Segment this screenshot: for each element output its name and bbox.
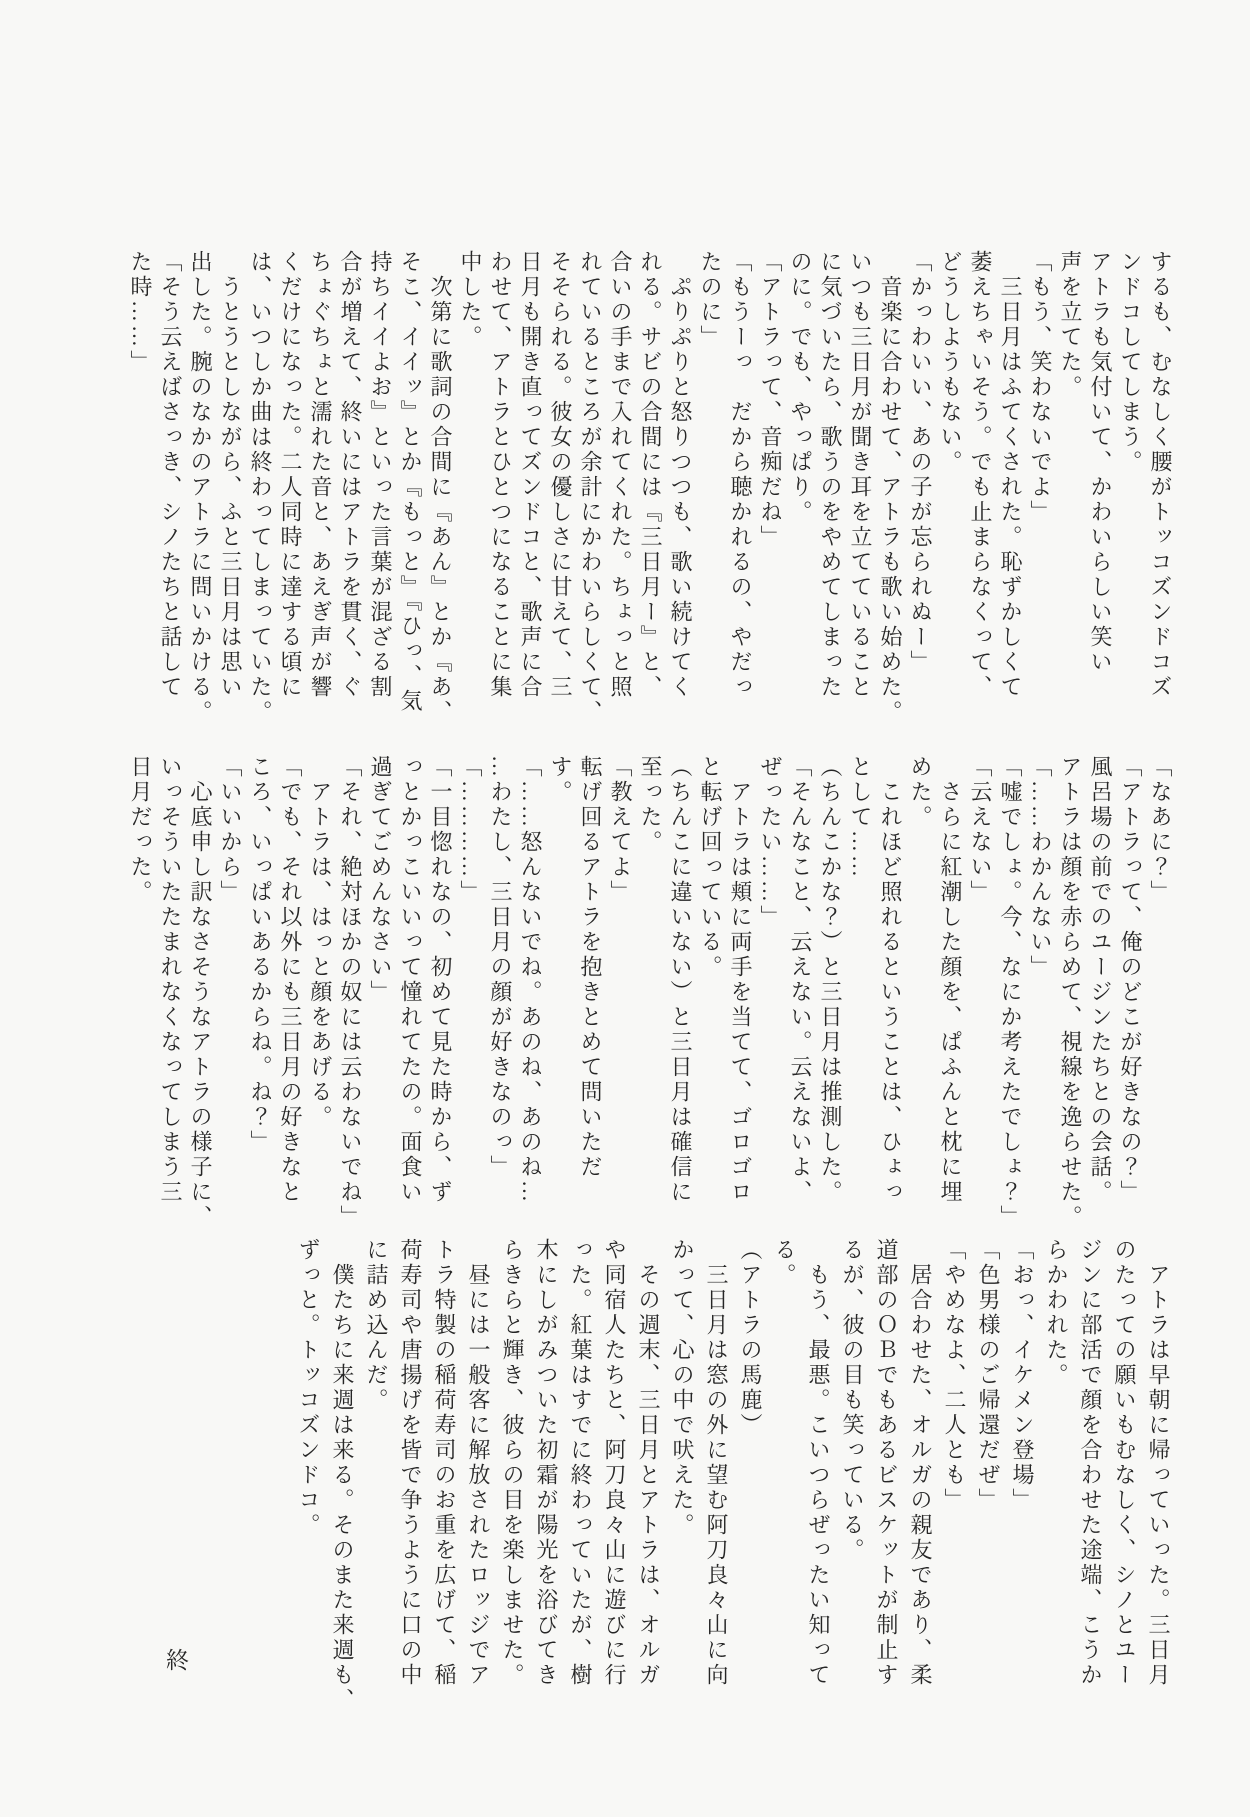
text-column: ジンに部活で顔を合わせた途端、こうか (1078, 1238, 1103, 1688)
text-column: っとかっこいいって憧れてたの。面食い (398, 755, 423, 1205)
text-column: トラ特製の稲荷寿司のお重を広げて、稲 (432, 1238, 457, 1688)
text-column: 昼には一般客に解放されたロッジでア (466, 1238, 491, 1688)
text-column: するも、むなしく腰がトッコズンドコズ (1148, 250, 1173, 700)
text-column: 「云えない」 (968, 755, 993, 905)
text-column: 日月も開き直ってズンドコと、歌声に合 (518, 250, 543, 700)
text-column: これほど照れるということは、ひょっ (878, 755, 903, 1205)
text-column: 音楽に合わせて、アトラも歌い始めた。 (878, 250, 903, 725)
text-column: 至った。 (638, 755, 663, 855)
text-block-song-night (125, 250, 1175, 755)
text-column: たのに」 (698, 250, 723, 350)
text-column: 「嘘でしょ。今、なにか考えたでしょ？」 (998, 755, 1023, 1230)
text-column: そそられる。彼女の優しさに甘えて、三 (548, 250, 573, 700)
text-column: らかわれた。 (1044, 1238, 1069, 1388)
text-column: 「……怒んないでね。あのね、あのね… (518, 755, 543, 1205)
text-column: 「一目惚れなの、初めて見た時から、ず (428, 755, 453, 1205)
text-column: れる。サビの合間には『三日月ー』と、 (638, 250, 663, 700)
text-column: （ちんこかな？）と三日月は推測した。 (818, 755, 843, 1205)
text-column: 「もう、笑わないでよ」 (1028, 250, 1053, 525)
text-column: に気づいたら、歌うのをやめてしまった (818, 250, 843, 700)
text-column: 心底申し訳なさそうなアトラの様子に、 (188, 755, 213, 1230)
text-column: た時……」 (128, 250, 153, 375)
text-column: 日月だった。 (128, 755, 153, 905)
text-column: わせて、アトラとひとつになることに集 (488, 250, 513, 700)
text-column: ちょぐちょと濡れた音と、あえぎ声が響 (308, 250, 333, 700)
text-column: 「…………」 (458, 755, 483, 905)
text-column: 出した。腕のなかのアトラに問いかける。 (188, 250, 213, 725)
text-column: アトラは早朝に帰っていった。三日月 (1146, 1238, 1171, 1688)
text-column: どうしようもない。 (938, 250, 963, 475)
text-column: 三日月はふてくされた。恥ずかしくて (998, 250, 1023, 700)
text-column: 「でも、それ以外にも三日月の好きなと (278, 755, 303, 1205)
text-column: 荷寿司や唐揚げを皆で争うように口の中 (398, 1238, 423, 1688)
text-column: 「やめなよ、二人とも」 (942, 1238, 967, 1513)
text-column: に詰め込んだ。 (364, 1238, 389, 1413)
text-column: 風呂場の前でのユージンたちとの会話。 (1088, 755, 1113, 1205)
text-block-confession (125, 755, 1175, 1260)
text-column: 「かっわいい、あの子が忘られぬー」 (908, 250, 933, 675)
text-column: 「……わかんない」 (1028, 755, 1053, 980)
text-column: 「いいから」 (218, 755, 243, 905)
text-column: 転げ回るアトラを抱きとめて問いただ (578, 755, 603, 1180)
text-column: 過ぎてごめんなさい」 (368, 755, 393, 1005)
text-column: った。紅葉はすでに終わっていたが、樹 (568, 1238, 593, 1688)
text-column: る。 (772, 1238, 797, 1288)
text-column: アトラは顔を赤らめて、視線を逸らせた。 (1058, 755, 1083, 1230)
text-column: 「アトラって、俺のどこが好きなの？」 (1118, 755, 1143, 1205)
text-column: 中した。 (458, 250, 483, 350)
text-column: 合いの手まで入れてくれた。ちょっと照 (608, 250, 633, 700)
text-column: いっそういたたまれなくなってしまう三 (158, 755, 183, 1205)
text-column: くだけになった。二人同時に達する頃に (278, 250, 303, 700)
text-column: その週末、三日月とアトラは、オルガ (636, 1238, 661, 1688)
text-column: 持ちイイよお』といった言葉が混ざる割 (368, 250, 393, 700)
text-column: 「アトラって、音痴だね」 (758, 250, 783, 550)
text-column: …わたし、三日月の顔が好きなのっ」 (488, 755, 513, 1180)
text-column: のに。でも、やっぱり。 (788, 250, 813, 525)
text-column: れているところが余計にかわいらしくて、 (578, 250, 603, 725)
text-column: ずっと。トッコズンドコ。 (296, 1238, 321, 1538)
text-column: 僕たちに来週は来る。そのまた来週も、 (330, 1238, 355, 1713)
text-column: そこ、イイッ』とか『もっと』『ひっ、気 (398, 250, 423, 714)
text-column: 「おっ、イケメン登場」 (1010, 1238, 1035, 1513)
text-column: や同宿人たちと、阿刀良々山に遊びに行 (602, 1238, 627, 1688)
text-column: として…… (848, 755, 873, 880)
text-column: めた。 (908, 755, 933, 830)
text-column: るが、彼の目も笑っている。 (840, 1238, 865, 1563)
text-column: 「そんなこと、云えない。云えないよ、 (788, 755, 813, 1205)
text-column: もう、最悪。こいつらぜったい知って (806, 1238, 831, 1688)
text-column: は、いつしか曲は終わってしまっていた。 (248, 250, 273, 725)
text-column: うとうとしながら、ふと三日月は思い (218, 250, 243, 700)
text-column: 「そう云えばさっき、シノたちと話して (158, 250, 183, 700)
text-column: 「色男様のご帰還だぜ」 (976, 1238, 1001, 1513)
text-column: 「教えてよ」 (608, 755, 633, 905)
text-column: さらに紅潮した顔を、ぱふんと枕に埋 (938, 755, 963, 1205)
text-column: 「もうーっ だから聴かれるの、やだっ (728, 250, 753, 700)
text-column: いつも三日月が聞き耳を立てていること (848, 250, 873, 700)
text-column: 三日月は窓の外に望む阿刀良々山に向 (704, 1238, 729, 1688)
text-column: ぷりぷりと怒りつつも、歌い続けてく (668, 250, 693, 700)
text-column: す。 (548, 755, 573, 805)
text-column: 「なあに？」 (1148, 755, 1173, 905)
text-column: 木にしがみついた初霜が陽光を浴びてき (534, 1238, 559, 1688)
text-column: ぜったい……」 (758, 755, 783, 930)
text-column: 合が増えて、終いにはアトラを貫く、ぐ (338, 250, 363, 700)
text-column: 声を立てた。 (1058, 250, 1083, 400)
text-block-next-morning (291, 1238, 1175, 1713)
text-column: かって、心の中で吠えた。 (670, 1238, 695, 1538)
text-column: ンドコしてしまう。 (1118, 250, 1143, 475)
text-column: 「それ、絶対ほかの奴には云わないでね」 (338, 755, 363, 1230)
text-column: のたっての願いもむなしく、シノとユー (1112, 1238, 1137, 1688)
text-column: 萎えちゃいそう。でも止まらなくって、 (968, 250, 993, 700)
text-column: （アトラの馬鹿） (738, 1238, 763, 1438)
text-column: と転げ回っている。 (698, 755, 723, 980)
text-column: （ちんこに違いない）と三日月は確信に (668, 755, 693, 1205)
text-column: らきらと輝き、彼らの目を楽しませた。 (500, 1238, 525, 1688)
text-column: 道部のＯＢでもあるビスケットが制止す (874, 1238, 899, 1688)
text-column: 次第に歌詞の合間に『あん』とか『あ、 (428, 250, 453, 725)
text-column: ころ、いっぱいあるからね。ね？」 (248, 755, 273, 1155)
text-column: アトラは、はっと顔をあげる。 (308, 755, 333, 1130)
text-column: 居合わせた、オルガの親友であり、柔 (908, 1238, 933, 1688)
text-column: アトラは頬に両手を当てて、ゴロゴロ (728, 755, 753, 1205)
text-column: アトラも気付いて、かわいらしい笑い (1088, 250, 1113, 675)
end-mark: 終 (166, 1648, 189, 1673)
